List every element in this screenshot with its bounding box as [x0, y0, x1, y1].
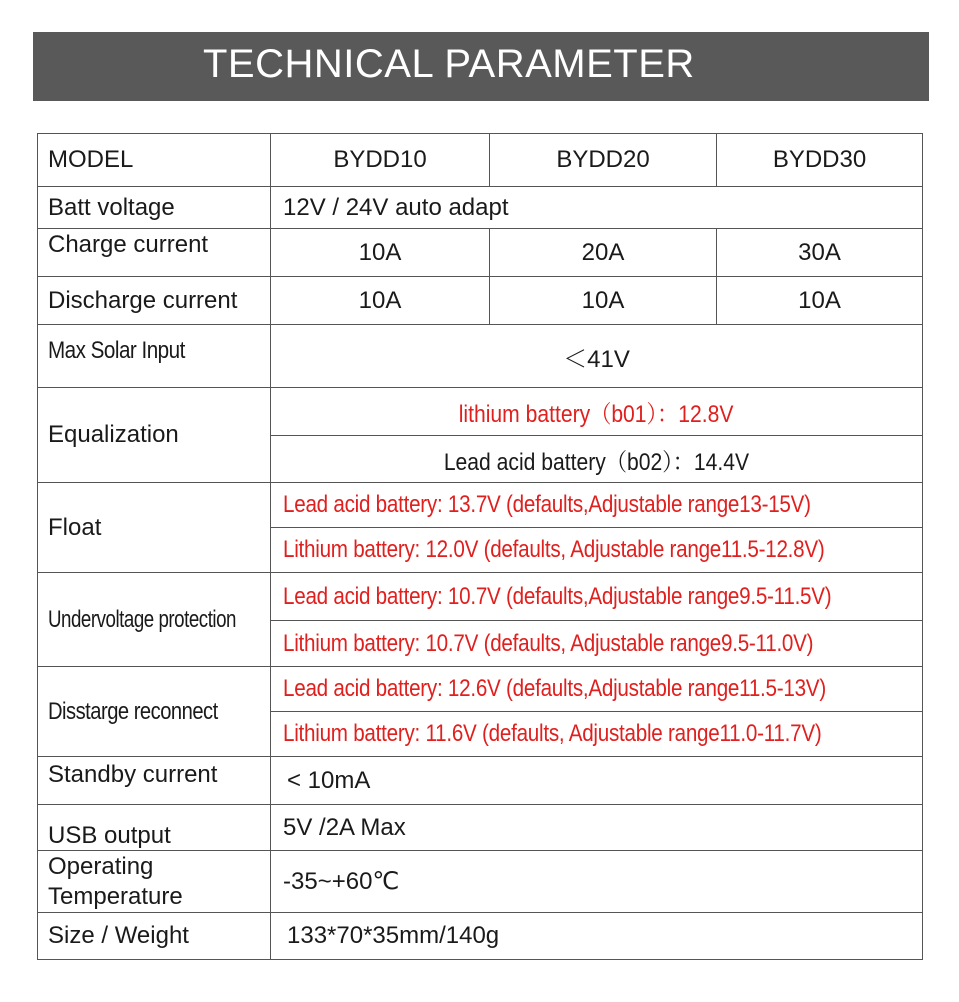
- discharge-current-label: Discharge current: [38, 277, 271, 325]
- row-usb-output: [38, 805, 923, 851]
- reconnect-lead-text: Lead acid battery: 12.6V (defaults,Adjustable range11.5-13V): [283, 675, 826, 702]
- reconnect-lithium-text: Lithium battery: 11.6V (defaults, Adjustable range11.0-11.7V): [283, 720, 822, 747]
- undervoltage-lead-value: [271, 573, 923, 621]
- operating-temperature-label-line1: Operating: [48, 852, 154, 880]
- float-lead-value: [271, 483, 923, 528]
- charge-current-bydd30: 30A: [717, 229, 923, 277]
- reconnect-label-text: Disstarge reconnect: [48, 697, 218, 725]
- undervoltage-lithium-value: [271, 621, 923, 667]
- equalization-lithium-value: [271, 388, 923, 436]
- batt-voltage-value: 12V / 24V auto adapt: [271, 187, 923, 229]
- undervoltage-lithium-text: Lithium battery: 10.7V (defaults, Adjustable range9.5-11.0V): [283, 629, 814, 657]
- row-size-weight: [38, 913, 923, 960]
- equalization-label: Equalization: [38, 388, 271, 483]
- standby-current-label: Standby current: [38, 757, 271, 805]
- max-solar-input-label: [38, 325, 271, 388]
- model-bydd20: BYDD20: [490, 134, 717, 187]
- float-lithium-text: Lithium battery: 12.0V (defaults, Adjustable range11.5-12.8V): [283, 536, 825, 563]
- charge-current-bydd10: 10A: [271, 229, 490, 277]
- charge-current-label: Charge current: [38, 229, 271, 277]
- spec-table: [37, 133, 923, 960]
- row-model: [38, 134, 923, 187]
- standby-current-value: < 10mA: [271, 757, 923, 805]
- discharge-current-bydd30: 10A: [717, 277, 923, 325]
- float-lead-text: Lead acid battery: 13.7V (defaults,Adjustable range13-15V): [283, 491, 811, 518]
- size-weight-label: Size / Weight: [38, 913, 271, 960]
- operating-temperature-label: [38, 851, 271, 913]
- row-discharge-current: [38, 277, 923, 325]
- discharge-current-bydd10: 10A: [271, 277, 490, 325]
- float-lithium-value: [271, 528, 923, 573]
- equalization-lead-value: [271, 436, 923, 483]
- row-reconnect-lead: [38, 667, 923, 712]
- float-label: Float: [38, 483, 271, 573]
- usb-output-label: USB output: [38, 805, 271, 851]
- max-solar-input-value: ＜41V: [271, 325, 923, 388]
- equalization-lead-text: Lead acid battery（b02）：14.4V: [443, 448, 750, 476]
- model-bydd10: BYDD10: [271, 134, 490, 187]
- row-equalization-lithium: [38, 388, 923, 436]
- row-undervoltage-lead: [38, 573, 923, 621]
- reconnect-label: [38, 667, 271, 757]
- operating-temperature-label-line2: Temperature: [48, 882, 183, 910]
- charge-current-bydd20: 20A: [490, 229, 717, 277]
- model-bydd30: BYDD30: [717, 134, 923, 187]
- row-max-solar-input: [38, 325, 923, 388]
- usb-output-value: 5V /2A Max: [271, 805, 923, 851]
- page-title: TECHNICAL PARAMETER: [203, 42, 695, 86]
- reconnect-lithium-value: [271, 712, 923, 757]
- max-solar-input-label-text: Max Solar Input: [48, 337, 185, 364]
- undervoltage-label: [38, 573, 271, 667]
- undervoltage-lead-text: Lead acid battery: 10.7V (defaults,Adjustable range9.5-11.5V): [283, 582, 832, 610]
- row-batt-voltage: [38, 187, 923, 229]
- discharge-current-bydd20: 10A: [490, 277, 717, 325]
- equalization-lithium-text: lithium battery（b01）：12.8V: [459, 401, 734, 428]
- undervoltage-label-text: Undervoltage protection: [48, 605, 237, 633]
- row-float-lead: [38, 483, 923, 528]
- row-operating-temperature: [38, 851, 923, 913]
- model-label: MODEL: [38, 134, 271, 187]
- operating-temperature-value: -35~+60℃: [271, 851, 923, 913]
- row-charge-current: [38, 229, 923, 277]
- batt-voltage-label: Batt voltage: [38, 187, 271, 229]
- reconnect-lead-value: [271, 667, 923, 712]
- size-weight-value: 133*70*35mm/140g: [271, 913, 923, 960]
- row-standby-current: [38, 757, 923, 805]
- title-banner: [33, 32, 929, 101]
